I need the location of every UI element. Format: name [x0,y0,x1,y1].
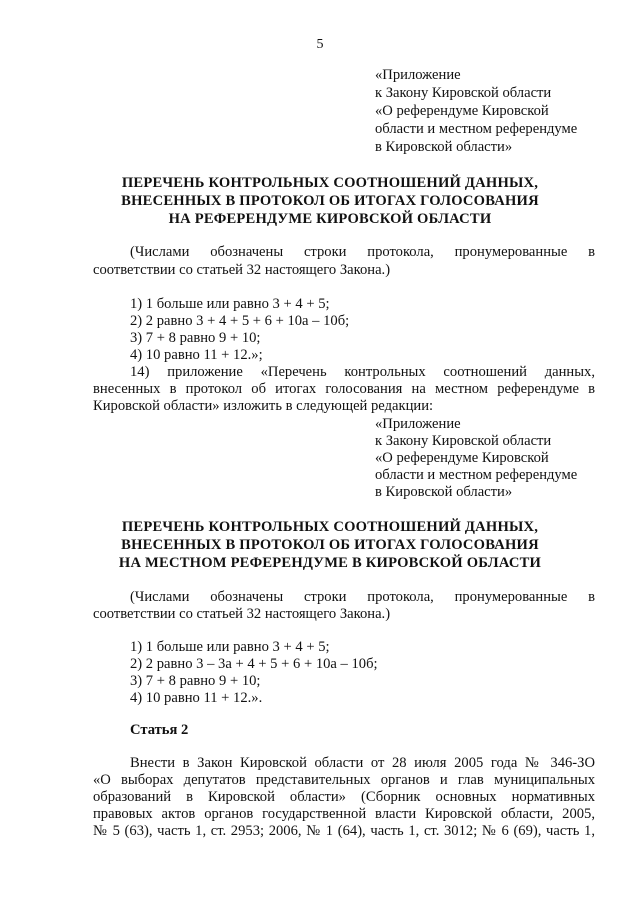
note-line: соответствии со статьей 32 настоящего Закона.) [93,606,391,622]
paragraph-line: № 5 (63), часть 1, ст. 2953; 2006, № 1 (64), часть 1, ст. 3012; № 6 (69), часть 1, [93,823,595,839]
paragraph-line: Внести в Закон Кировской области от 28 июля 2005 года № 346-ЗО [130,755,595,771]
appendix-line: к Закону Кировской области [375,433,552,449]
appendix-line: «О референдуме Кировской [375,103,549,119]
heading-line: НА МЕСТНОМ РЕФЕРЕНДУМЕ В КИРОВСКОЙ ОБЛАСТИ [118,555,542,571]
heading-line: ВНЕСЕННЫХ В ПРОТОКОЛ ОБ ИТОГАХ ГОЛОСОВАНИЯ [121,537,539,553]
appendix-line: области и местном референдуме [375,121,578,137]
heading-line: ПЕРЕЧЕНЬ КОНТРОЛЬНЫХ СООТНОШЕНИЙ ДАННЫХ, [121,519,539,535]
note-line: (Числами обозначены строки протокола, пронумерованные в [130,244,595,260]
paragraph-line: внесенных в протокол об итогах голосования на местном референдуме в [93,381,595,397]
note-line: соответствии со статьей 32 настоящего Закона.) [93,262,391,278]
list-item: 4) 10 равно 11 + 12.». [130,690,263,706]
note-line: (Числами обозначены строки протокола, пронумерованные в [130,589,595,605]
list-item: 4) 10 равно 11 + 12.»; [130,347,263,363]
appendix-line: «Приложение [375,416,461,432]
paragraph-line: образований в Кировской области» (Сборник основных нормативных [93,789,595,805]
paragraph-line: правовых актов органов государственной власти Кировской области, 2005, [93,806,595,822]
appendix-line: в Кировской области» [375,139,513,155]
heading-line: ПЕРЕЧЕНЬ КОНТРОЛЬНЫХ СООТНОШЕНИЙ ДАННЫХ, [121,175,539,191]
list-item: 3) 7 + 8 равно 9 + 10; [130,673,261,689]
list-item: 2) 2 равно 3 – 3а + 4 + 5 + 6 + 10а – 10б; [130,656,378,672]
heading-line: ВНЕСЕННЫХ В ПРОТОКОЛ ОБ ИТОГАХ ГОЛОСОВАНИЯ [121,193,539,209]
paragraph-line: 14) приложение «Перечень контрольных соотношений данных, [130,364,595,380]
paragraph-line: Кировской области» изложить в следующей редакции: [93,398,434,414]
list-item: 1) 1 больше или равно 3 + 4 + 5; [130,639,330,655]
appendix-line: области и местном референдуме [375,467,578,483]
list-item: 3) 7 + 8 равно 9 + 10; [130,330,261,346]
paragraph-line: «О выборах депутатов представительных органов и глав муниципальных [93,772,595,788]
appendix-line: «Приложение [375,67,461,83]
heading-line: НА РЕФЕРЕНДУМЕ КИРОВСКОЙ ОБЛАСТИ [168,211,492,227]
list-item: 1) 1 больше или равно 3 + 4 + 5; [130,296,330,312]
appendix-line: «О референдуме Кировской [375,450,549,466]
page-number: 5 [316,37,324,52]
appendix-line: к Закону Кировской области [375,85,552,101]
list-item: 2) 2 равно 3 + 4 + 5 + 6 + 10а – 10б; [130,313,350,329]
appendix-line: в Кировской области» [375,484,513,500]
article-title: Статья 2 [130,722,189,738]
